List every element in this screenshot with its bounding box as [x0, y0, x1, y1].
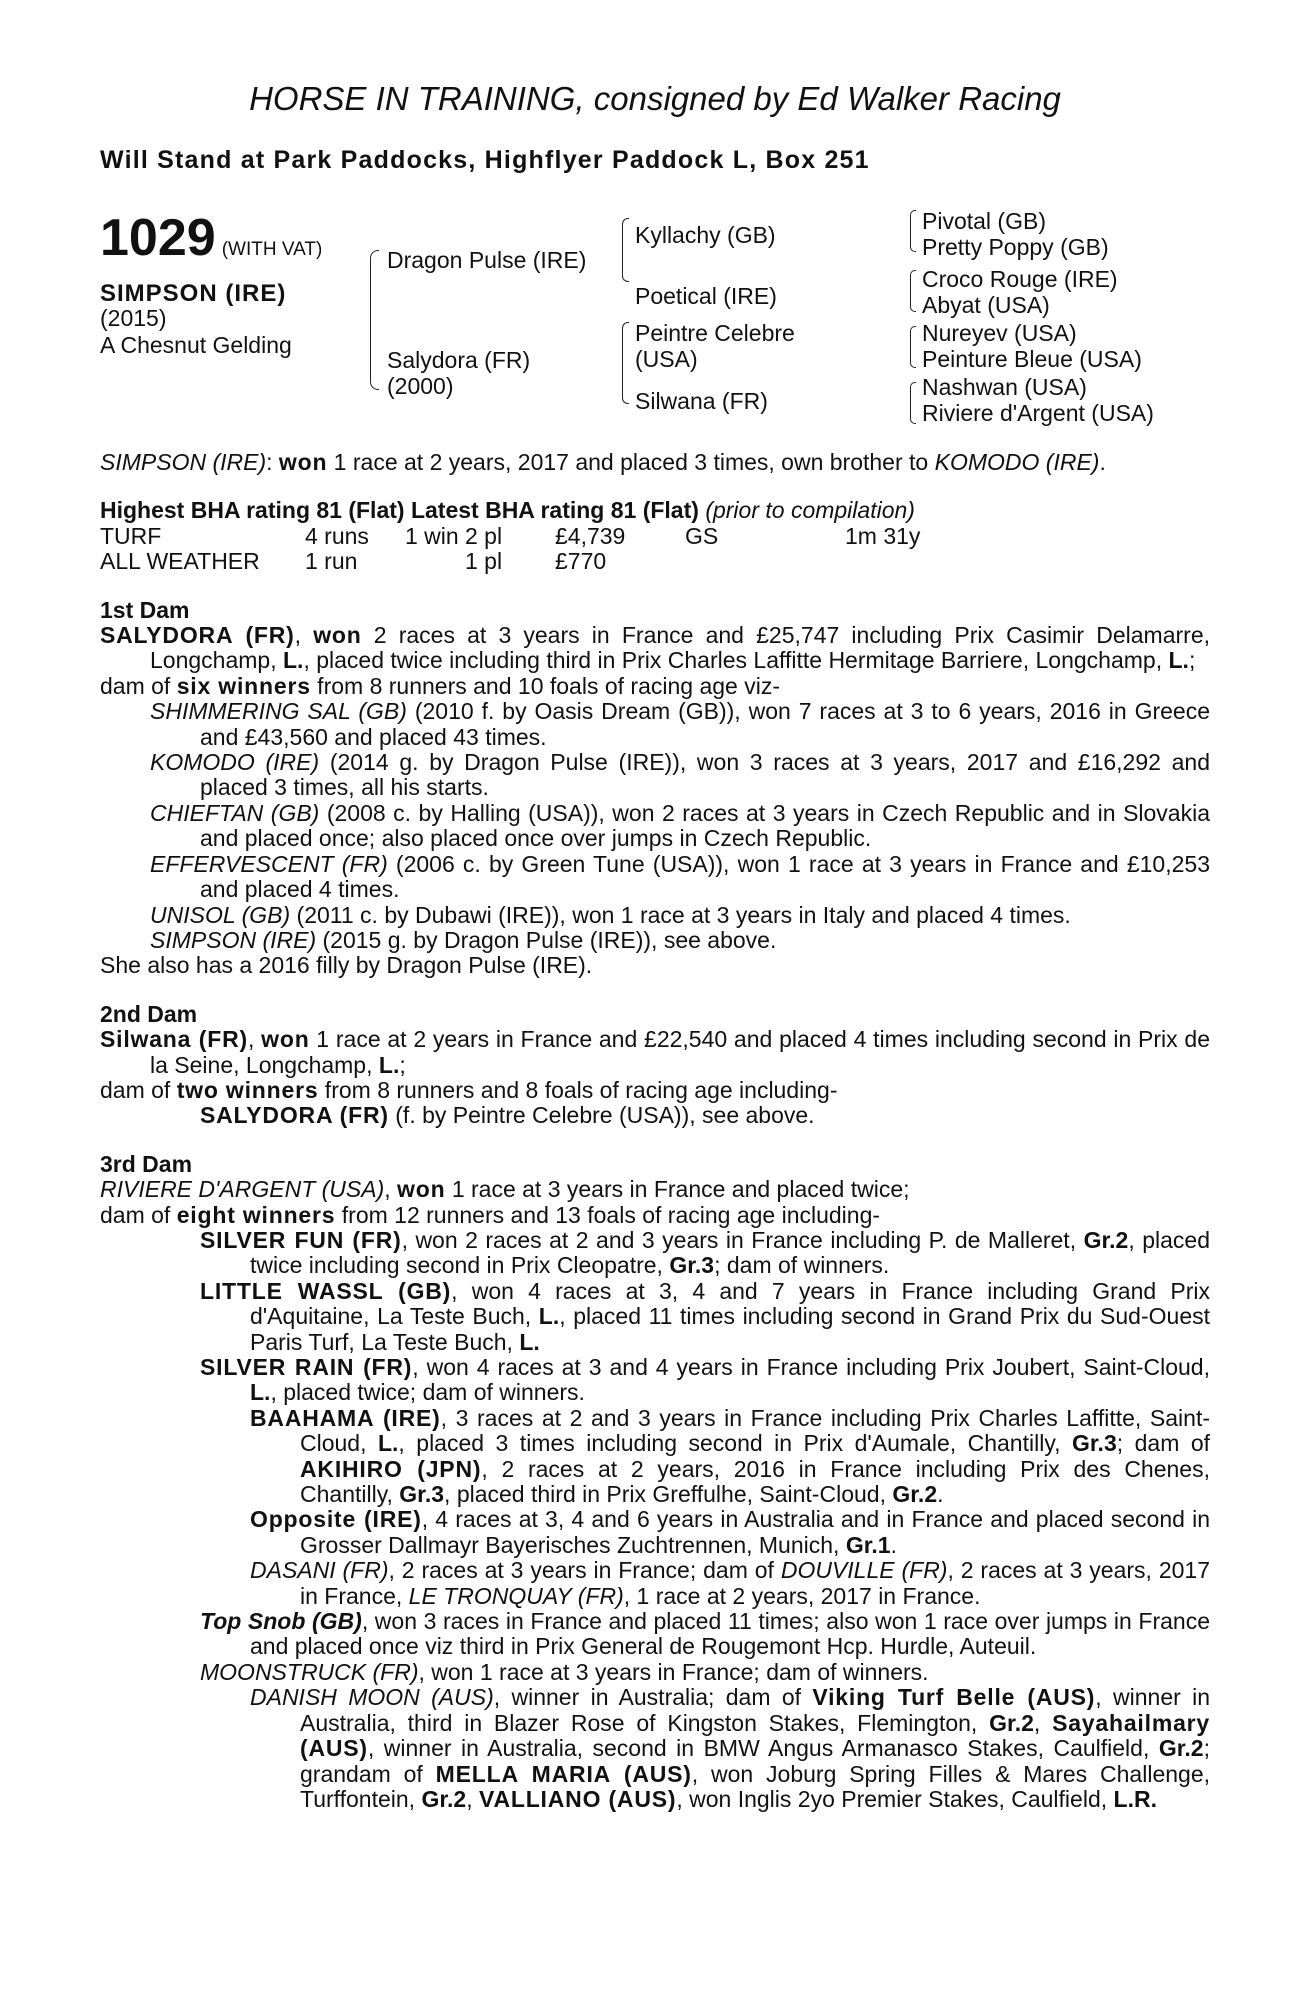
second-dam-produce: dam of two winners from 8 runners and 8 foals of racing age including-: [100, 1076, 838, 1103]
progeny-item: SIMPSON (IRE) (2015 g. by Dragon Pulse (IRE)), see above.: [150, 926, 777, 953]
sire-dam: Poetical (IRE): [635, 283, 777, 309]
first-dam-record: SALYDORA (FR), won 2 races at 3 years in France and £25,747 including Prix Casimir Delamarre, Longchamp, L., placed twice including third in Prix Charles Laffitte Hermitage Barriere, Longchamp, L.;: [100, 622, 1210, 674]
progeny-item: SALYDORA (FR) (f. by Peintre Celebre (USA)), see above.: [200, 1102, 815, 1129]
progeny-item: SHIMMERING SAL (GB) (2010 f. by Oasis Dream (GB)), won 7 races at 3 to 6 years, 2016 in Greece and £43,560 and placed 43 times.: [150, 698, 1211, 750]
gg-4: Abyat (USA): [922, 292, 1050, 318]
progeny-item: Top Snob (GB), won 3 races in France and placed 11 times; also won 1 race over jumps in France and placed once viz third in Prix General de Rougemont Hcp. Hurdle, Auteuil.: [200, 1608, 1210, 1660]
progeny-item: EFFERVESCENT (FR) (2006 c. by Green Tune (USA)), won 1 race at 3 years in France and £10,253 and placed 4 times.: [150, 850, 1210, 903]
progeny-item: DANISH MOON (AUS), winner in Australia; dam of Viking Turf Belle (AUS), winner in Australia, third in Blazer Rose of Kingston Stakes, Flemington, Gr.2, Sayahailmary (AUS), winner in Australia, second in BMW Angus Armanasco Stakes, Caulfield, Gr.2; grandam of MELLA MARIA (AUS), won Joburg Spring Filles & Mares Challenge, Turffontein, Gr.2, VALLIANO (AUS), won Inglis 2yo Premier Stakes, Caulfield, L.R.: [250, 1684, 1211, 1812]
second-dam-heading: 2nd Dam: [100, 1000, 198, 1027]
first-dam-note: She also has a 2016 filly by Dragon Pulse (IRE).: [100, 952, 593, 979]
progeny-item: BAAHAMA (IRE), 3 races at 2 and 3 years in France including Prix Charles Laffitte, Saint-Cloud, L., placed 3 times including second in Prix d'Aumale, Chantilly, Gr.3; dam of AKIHIRO (JPN), 2 races at 2 years, 2016 in France including Prix des Chenes, Chantilly, Gr.3, placed third in Prix Greffulhe, Saint-Cloud, Gr.2.: [250, 1404, 1211, 1508]
sire: Dragon Pulse (IRE): [387, 247, 587, 273]
pedigree-brace: [910, 270, 916, 312]
progeny-item: Opposite (IRE), 4 races at 3, 4 and 6 years in Australia and in France and placed second in Grosser Dallmayr Bayerisches Zuchtrennen, Munich, Gr.1.: [250, 1506, 1211, 1558]
third-dam-heading: 3rd Dam: [100, 1150, 193, 1177]
pedigree-brace: [622, 322, 629, 404]
horse-description: A Chesnut Gelding: [100, 332, 292, 358]
gg-2: Pretty Poppy (GB): [922, 234, 1109, 260]
pedigree-brace: [910, 382, 916, 424]
progeny-item: SILVER RAIN (FR), won 4 races at 3 and 4 years in France including Prix Joubert, Saint-Cloud, L., placed twice; dam of winners.: [200, 1354, 1210, 1406]
page-title: HORSE IN TRAINING, consigned by Ed Walker Racing: [249, 80, 1061, 117]
pedigree-brace: [622, 218, 629, 282]
dam-dam: Silwana (FR): [635, 388, 768, 414]
first-dam-produce: dam of six winners from 8 runners and 10 foals of racing age viz-: [100, 672, 780, 699]
ratings-row-turf: TURF 4 runs 1 win 2 pl £4,739 GS 1m 31y: [100, 522, 921, 549]
third-dam-produce: dam of eight winners from 12 runners and 13 foals of racing age including-: [100, 1201, 881, 1228]
progeny-item: KOMODO (IRE) (2014 g. by Dragon Pulse (IRE)), won 3 races at 3 years, 2017 and £16,292 and placed 3 times, all his starts.: [150, 749, 1210, 801]
gg-7: Nashwan (USA): [922, 374, 1087, 400]
ratings-note: (prior to compilation): [705, 497, 915, 524]
gg-1: Pivotal (GB): [922, 208, 1046, 234]
lot-number: 1029: [100, 209, 216, 267]
gg-5: Nureyev (USA): [922, 320, 1077, 346]
stand-location: Will Stand at Park Paddocks, Highflyer Paddock L, Box 251: [100, 146, 870, 174]
gg-6: Peinture Bleue (USA): [922, 346, 1142, 372]
catalogue-body: [100, 450, 1210, 1812]
pedigree-brace: [370, 250, 379, 390]
second-dam-record: Silwana (FR), won 1 race at 2 years in France and £22,540 and placed 4 times including second in Prix de la Seine, Longchamp, L.;: [100, 1026, 1210, 1078]
pedigree-brace: [910, 210, 916, 252]
horse-year: (2015): [100, 305, 167, 331]
dam-sire: Peintre Celebre: [635, 320, 795, 346]
first-dam-heading: 1st Dam: [100, 596, 190, 623]
horse-summary: SIMPSON (IRE): won 1 race at 2 years, 2017 and placed 3 times, own brother to KOMODO (IRE).: [100, 449, 1106, 475]
vat-label: (WITH VAT): [221, 239, 323, 260]
pedigree-brace: [910, 326, 916, 368]
ratings-block: [100, 498, 1210, 574]
lot-block: [100, 208, 322, 268]
progeny-item: CHIEFTAN (GB) (2008 c. by Halling (USA)), won 2 races at 3 years in Czech Republic and in Slovakia and placed once; also placed once over jumps in Czech Republic.: [150, 799, 1210, 852]
third-dam-record: RIVIERE D'ARGENT (USA), won 1 race at 3 years in France and placed twice;: [100, 1176, 910, 1203]
progeny-item: LITTLE WASSL (GB), won 4 races at 3, 4 and 7 years in France including Grand Prix d'Aquitaine, La Teste Buch, L., placed 11 times including second in Grand Prix du Sud-Ouest Paris Turf, La Teste Buch, L.: [200, 1277, 1210, 1355]
progeny-item: SILVER FUN (FR), won 2 races at 2 and 3 years in France including P. de Malleret, Gr.2, placed twice including second in Prix Cleopatre, Gr.3; dam of winners.: [200, 1226, 1210, 1279]
gg-3: Croco Rouge (IRE): [922, 266, 1118, 292]
dam: Salydora (FR): [387, 347, 531, 373]
dam-year: (2000): [387, 373, 454, 399]
dam-sire-country: (USA): [635, 346, 698, 372]
sire-sire: Kyllachy (GB): [635, 222, 776, 248]
ratings-row-aw: ALL WEATHER 1 run 1 pl £770: [100, 548, 607, 575]
progeny-item: MOONSTRUCK (FR), won 1 race at 3 years in France; dam of winners.: [200, 1658, 929, 1685]
horse-name: SIMPSON (IRE): [100, 280, 287, 307]
progeny-item: UNISOL (GB) (2011 c. by Dubawi (IRE)), won 1 race at 3 years in Italy and placed 4 times.: [150, 901, 1071, 928]
ratings-headline: Highest BHA rating 81 (Flat) Latest BHA rating 81 (Flat): [100, 497, 699, 524]
progeny-item: DASANI (FR), 2 races at 3 years in France; dam of DOUVILLE (FR), 2 races at 3 years, 2017 in France, LE TRONQUAY (FR), 1 race at 2 years, 2017 in France.: [250, 1557, 1210, 1609]
gg-8: Riviere d'Argent (USA): [922, 400, 1154, 426]
